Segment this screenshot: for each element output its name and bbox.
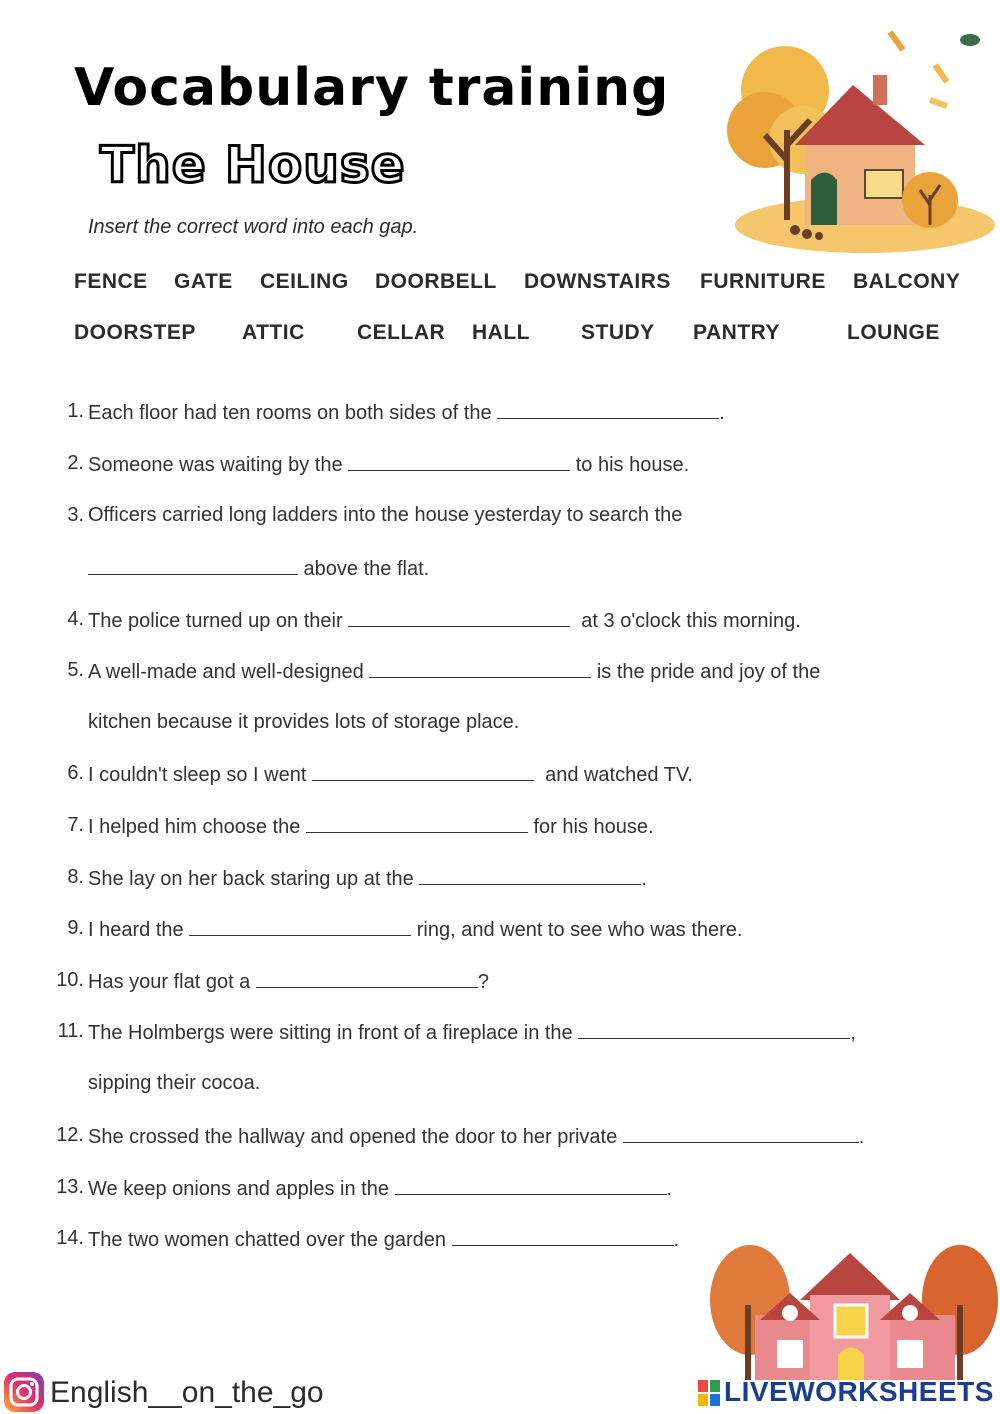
question-number: 12. — [56, 1124, 84, 1146]
word-bank-item: HALL — [472, 321, 530, 344]
answer-gap[interactable] — [369, 659, 591, 678]
question-text: A well-made and well-designed is the pride and joy of the — [88, 661, 821, 683]
question-text-continuation: above the flat. — [88, 556, 429, 581]
word-bank-item: PANTRY — [693, 321, 780, 344]
word-bank-item: ATTIC — [242, 321, 305, 344]
answer-gap[interactable] — [312, 762, 534, 781]
question-text: She crossed the hallway and opened the door to her private . — [88, 1126, 865, 1148]
question-text: The two women chatted over the garden . — [88, 1229, 680, 1251]
question-number: 9. — [67, 917, 84, 939]
word-bank-item: BALCONY — [853, 270, 961, 293]
answer-gap[interactable] — [189, 917, 411, 936]
word-bank-item: CEILING — [260, 270, 349, 293]
liveworksheets-brand[interactable]: LIVEWORKSHEETS — [724, 1376, 994, 1407]
question-number: 6. — [67, 762, 84, 784]
answer-gap[interactable] — [452, 1227, 674, 1246]
question-text: She lay on her back staring up at the . — [88, 868, 647, 890]
answer-gap[interactable] — [497, 400, 719, 419]
question-number: 3. — [67, 504, 84, 526]
worksheet-subtitle: The House — [100, 136, 406, 194]
question-text: The police turned up on their at 3 o'clock this morning. — [88, 610, 801, 632]
answer-gap[interactable] — [348, 608, 570, 627]
question-number: 14. — [56, 1227, 84, 1249]
word-bank-item: DOORSTEP — [74, 321, 196, 344]
instruction-text: Insert the correct word into each gap. — [88, 216, 419, 238]
question-number: 8. — [67, 866, 84, 888]
liveworksheets-logo-icon — [698, 1380, 720, 1406]
question-number: 11. — [57, 1020, 84, 1042]
question-number: 10. — [56, 969, 84, 991]
question-text: I helped him choose the for his house. — [88, 816, 654, 838]
question-text-continuation: kitchen because it provides lots of storage place. — [88, 711, 520, 733]
question-text: Has your flat got a ? — [88, 971, 489, 993]
question-number: 1. — [67, 400, 84, 422]
question-text: Officers carried long ladders into the house yesterday to search the — [88, 504, 683, 526]
word-bank-item: CELLAR — [357, 321, 446, 344]
question-text-continuation: sipping their cocoa. — [88, 1072, 261, 1094]
question-text: Each floor had ten rooms on both sides of the . — [88, 402, 725, 424]
autumn-house-illustration — [725, 20, 1000, 265]
answer-gap[interactable] — [306, 814, 528, 833]
answer-gap[interactable] — [88, 556, 298, 575]
question-number: 4. — [67, 608, 84, 630]
instagram-icon — [2, 1370, 46, 1414]
answer-gap[interactable] — [578, 1020, 850, 1039]
answer-gap[interactable] — [348, 452, 570, 471]
question-number: 2. — [67, 452, 84, 474]
worksheet-title: Vocabulary training — [74, 58, 670, 118]
word-bank-item: FURNITURE — [700, 270, 826, 293]
pink-house-illustration — [705, 1245, 1000, 1380]
word-bank-item: LOUNGE — [847, 321, 940, 344]
word-bank-item: FENCE — [74, 270, 148, 293]
question-text: I couldn't sleep so I went and watched TV. — [88, 764, 693, 786]
question-number: 13. — [56, 1176, 84, 1198]
answer-gap[interactable] — [256, 969, 478, 988]
answer-gap[interactable] — [419, 866, 641, 885]
question-text: We keep onions and apples in the . — [88, 1178, 673, 1200]
answer-gap[interactable] — [395, 1176, 667, 1195]
word-bank-item: DOORBELL — [375, 270, 497, 293]
question-text: Someone was waiting by the to his house. — [88, 454, 690, 476]
footer-handle: English__on_the_go — [50, 1376, 324, 1409]
answer-gap[interactable] — [623, 1124, 859, 1143]
word-bank-item: DOWNSTAIRS — [524, 270, 671, 293]
question-text: The Holmbergs were sitting in front of a fireplace in the , — [88, 1022, 856, 1044]
question-number: 5. — [67, 659, 84, 681]
question-text: I heard the ring, and went to see who was there. — [88, 919, 743, 941]
question-number: 7. — [67, 814, 84, 836]
word-bank-item: GATE — [174, 270, 233, 293]
word-bank-item: STUDY — [581, 321, 655, 344]
